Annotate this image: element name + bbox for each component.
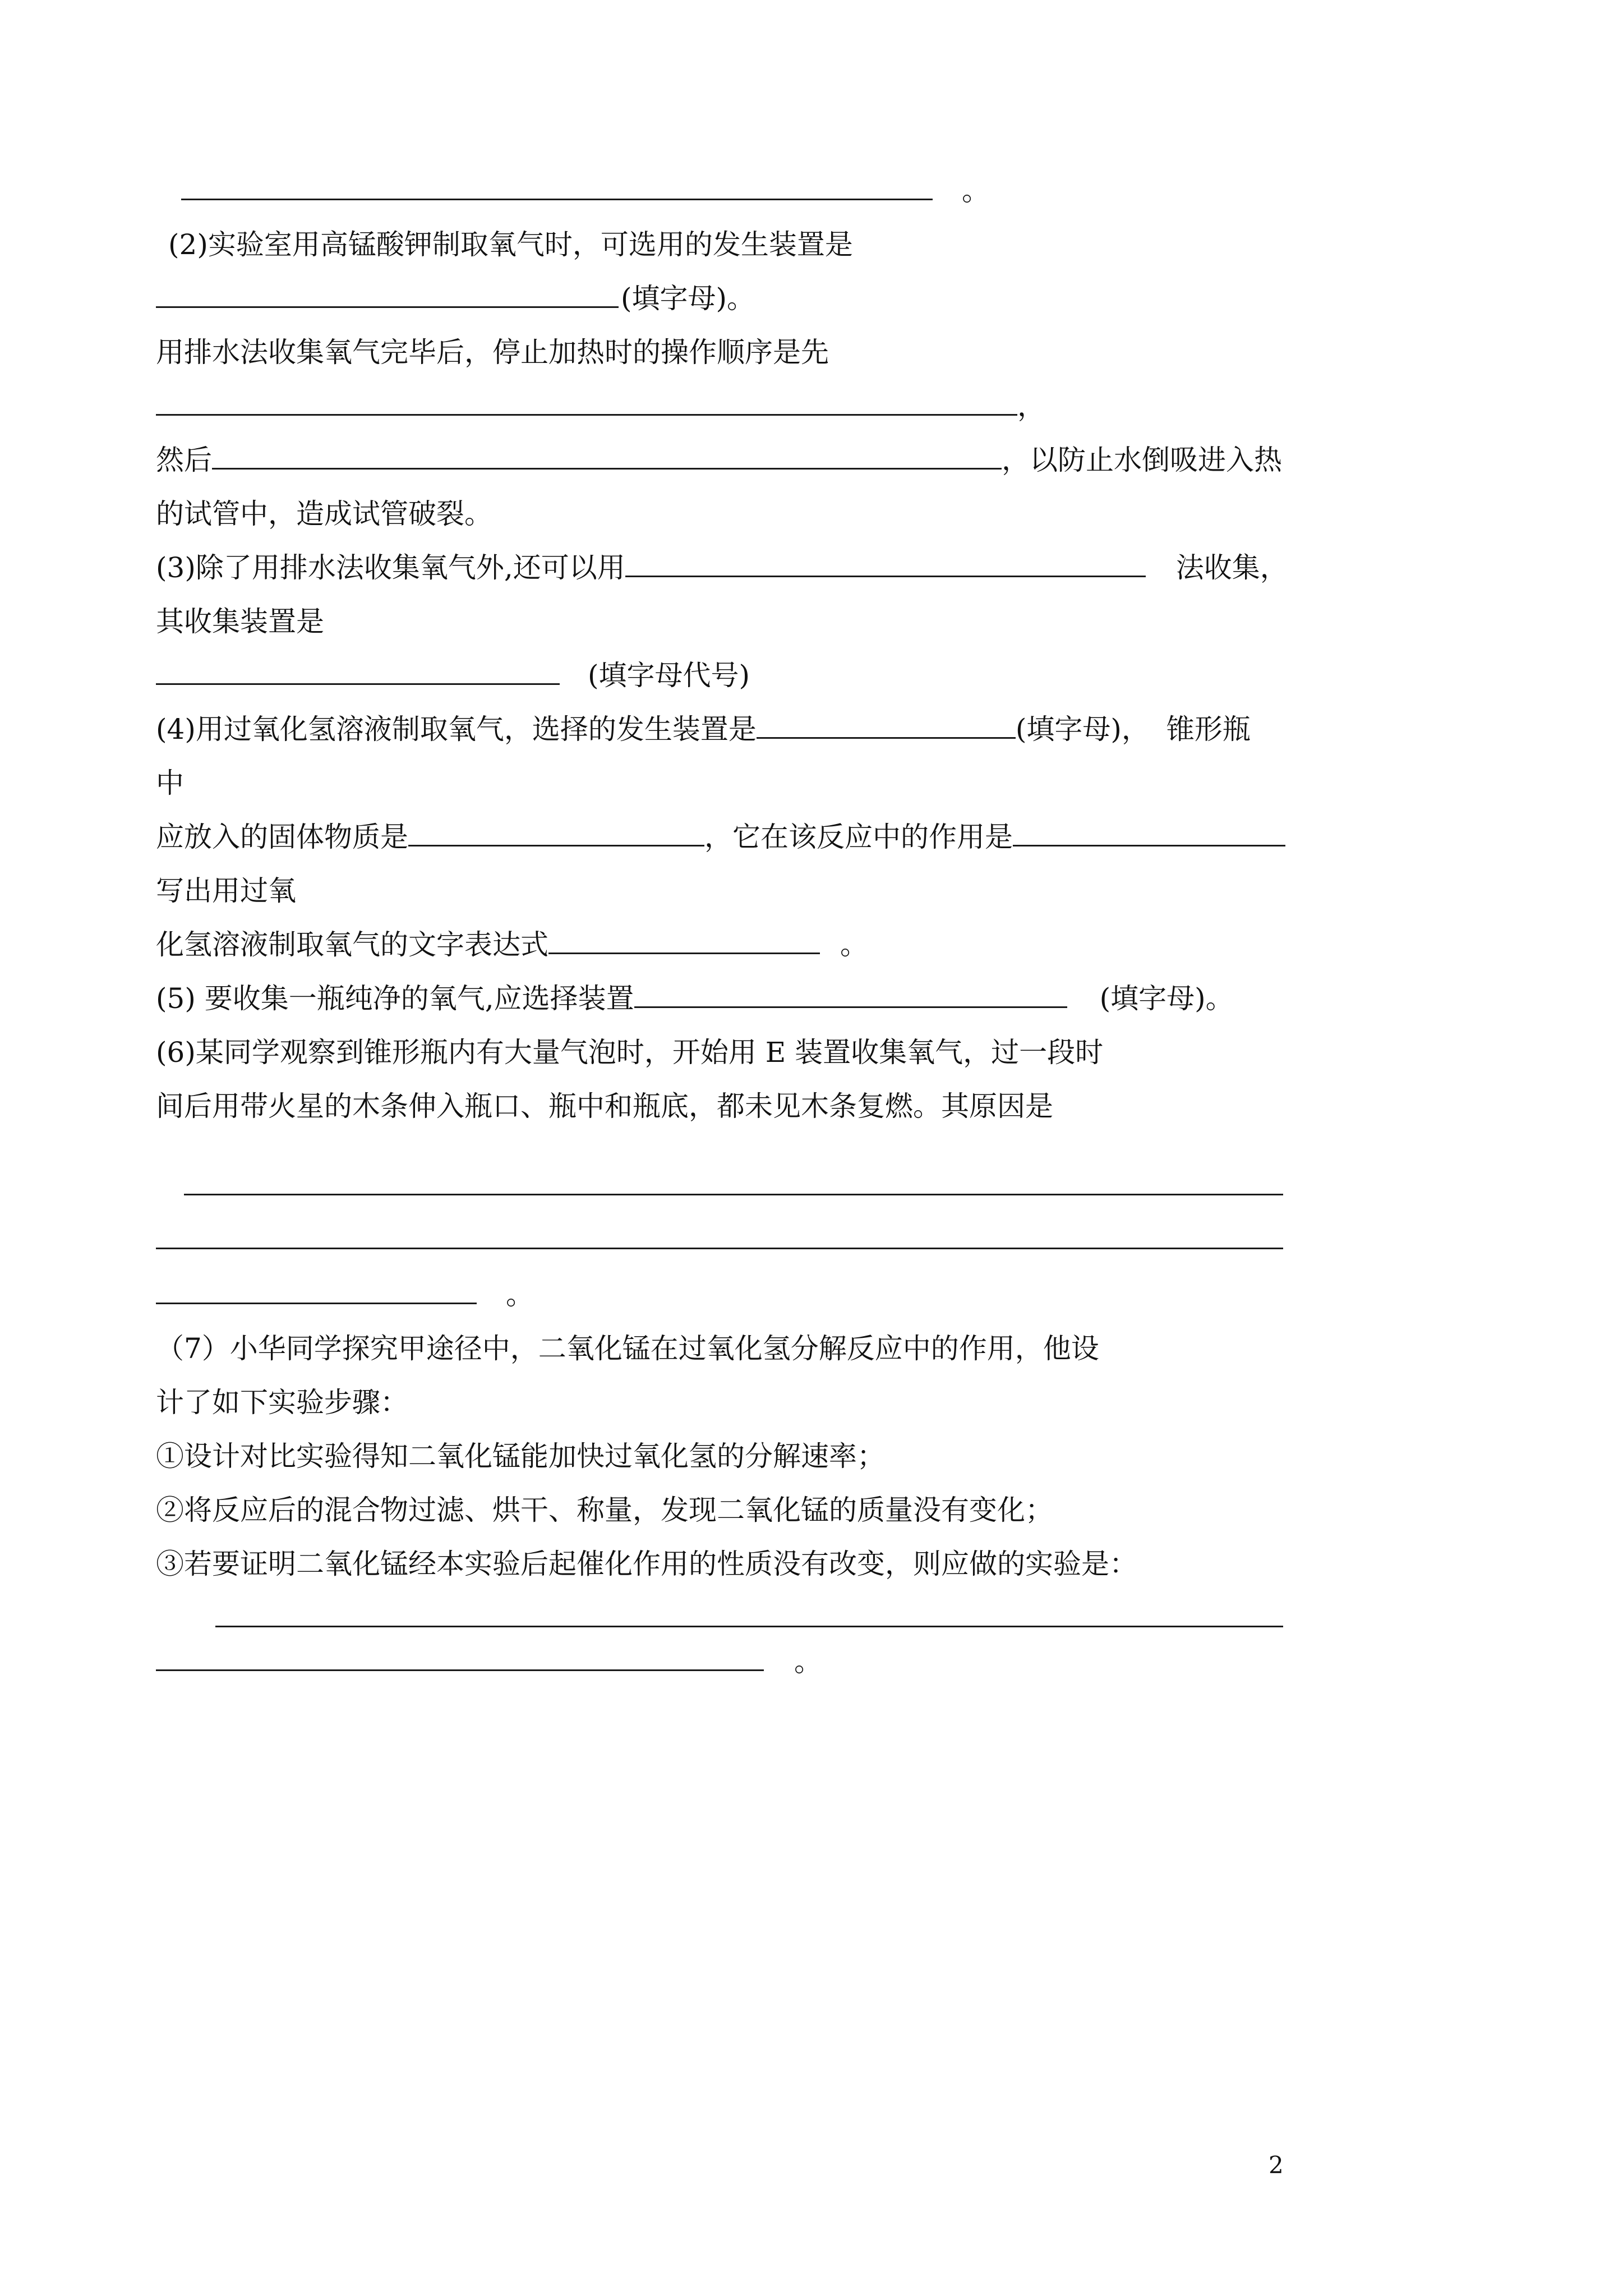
question-4-wrap bbox=[156, 761, 184, 806]
question-2-then-line bbox=[156, 438, 1282, 482]
question-6-prompt bbox=[156, 1030, 1103, 1075]
line-text: 。 bbox=[794, 1645, 822, 1678]
answer-blank[interactable] bbox=[181, 173, 933, 200]
answer-blank[interactable] bbox=[625, 550, 1146, 577]
question-2-drainage-prompt bbox=[156, 330, 829, 375]
line-text: (6)某同学观察到锥形瓶内有大量气泡时，开始用 E 装置收集氧气，过一段时 bbox=[156, 1036, 1104, 1069]
question-7-prompt bbox=[156, 1326, 1099, 1371]
answer-blank[interactable] bbox=[757, 711, 1016, 739]
line-text: （7）小华同学探究甲途径中，二氧化锰在过氧化氢分解反应中的作用，他设 bbox=[156, 1332, 1099, 1365]
page-number: 2 bbox=[1269, 2151, 1284, 2179]
line-text: 。 bbox=[506, 1278, 534, 1311]
answer-rule[interactable] bbox=[184, 1194, 1283, 1195]
answer-blank[interactable] bbox=[408, 819, 704, 846]
answer-blank[interactable] bbox=[548, 927, 820, 954]
line-text: (填字母)。 bbox=[1099, 982, 1234, 1015]
line-text: ，它在该反应中的作用是 bbox=[704, 821, 1013, 853]
question-4-equation-prompt bbox=[156, 868, 296, 913]
answer-blank[interactable] bbox=[156, 657, 560, 685]
line-text: (4)用过氧化氢溶液制取氧气，选择的发生装置是 bbox=[156, 713, 757, 746]
answer-blank[interactable] bbox=[156, 1277, 477, 1304]
question-2-blank-line bbox=[0, 276, 755, 321]
line-text: 的试管中，造成试管破裂。 bbox=[156, 498, 492, 530]
line-text: 。 bbox=[962, 174, 990, 207]
question-2-prompt bbox=[168, 222, 853, 267]
answer-blank[interactable] bbox=[156, 388, 1017, 416]
question-7-final-line bbox=[0, 1639, 822, 1684]
line-text: (填字母)。 bbox=[621, 282, 755, 315]
line-text: 其收集装置是 bbox=[156, 605, 324, 638]
line-text: (3)除了用排水法收集氧气外,还可以用 bbox=[156, 551, 625, 584]
question-5-prompt bbox=[156, 976, 1234, 1021]
line-text: (填字母)， bbox=[1015, 713, 1150, 746]
line-text: 用排水法收集氧气完毕后，停止加热时的操作顺序是先 bbox=[156, 336, 829, 369]
question-2-warning bbox=[156, 491, 492, 536]
question-4-prompt bbox=[156, 707, 1251, 752]
line-text: 间后用带火星的木条伸入瓶口、瓶中和瓶底，都未见木条复燃。其原因是 bbox=[156, 1090, 1053, 1122]
question-6-final-line bbox=[0, 1272, 534, 1317]
question-4-solid-line bbox=[156, 815, 1285, 859]
question-4-equation-line bbox=[156, 922, 868, 967]
answer-blank[interactable] bbox=[634, 981, 1067, 1008]
answer-rule[interactable] bbox=[215, 1626, 1283, 1627]
line-text: ②将反应后的混合物过滤、烘干、称量，发现二氧化锰的质量没有变化； bbox=[156, 1494, 1053, 1526]
answer-line-1 bbox=[0, 168, 990, 213]
line-text: 中 bbox=[156, 767, 184, 799]
question-7-step-1 bbox=[156, 1434, 885, 1479]
answer-blank[interactable] bbox=[156, 280, 619, 308]
line-text: ，以防止水倒吸进入热 bbox=[1002, 444, 1282, 476]
line-text: 化氢溶液制取氧气的文字表达式 bbox=[156, 928, 548, 961]
answer-rule[interactable] bbox=[156, 1248, 1283, 1249]
line-text: 写出用过氧 bbox=[156, 875, 296, 907]
question-7-steps-intro bbox=[156, 1380, 408, 1425]
line-text: ③若要证明二氧化锰经本实验后起催化作用的性质没有改变，则应做的实验是： bbox=[156, 1548, 1137, 1580]
line-text: 。 bbox=[840, 928, 868, 961]
question-6-prompt-cont bbox=[156, 1084, 1053, 1129]
question-7-step-3 bbox=[156, 1542, 1137, 1586]
line-text: ， bbox=[1017, 390, 1045, 422]
line-text: (2)实验室用高锰酸钾制取氧气时，可选用的发生装置是 bbox=[168, 228, 853, 261]
line-text: 计了如下实验步骤： bbox=[156, 1386, 408, 1419]
line-text: (填字母代号) bbox=[588, 659, 750, 692]
question-3-blank-line bbox=[0, 653, 750, 698]
answer-blank[interactable] bbox=[212, 442, 1002, 470]
answer-blank[interactable] bbox=[156, 1644, 764, 1671]
line-text: ①设计对比实验得知二氧化锰能加快过氧化氢的分解速率； bbox=[156, 1440, 885, 1473]
line-text: 应放入的固体物质是 bbox=[156, 821, 408, 853]
line-text: (5) 要收集一瓶纯净的氧气,应选择装置 bbox=[156, 982, 634, 1015]
line-text: 然后 bbox=[156, 444, 212, 476]
question-3-prompt bbox=[156, 545, 1288, 590]
answer-blank[interactable] bbox=[1013, 819, 1285, 846]
line-text: 法收集， bbox=[1175, 551, 1288, 584]
question-2-first-step-line bbox=[0, 384, 1045, 429]
line-text: 锥形瓶 bbox=[1166, 713, 1251, 746]
question-7-step-2 bbox=[156, 1488, 1053, 1533]
question-3-device-prompt bbox=[156, 599, 324, 644]
